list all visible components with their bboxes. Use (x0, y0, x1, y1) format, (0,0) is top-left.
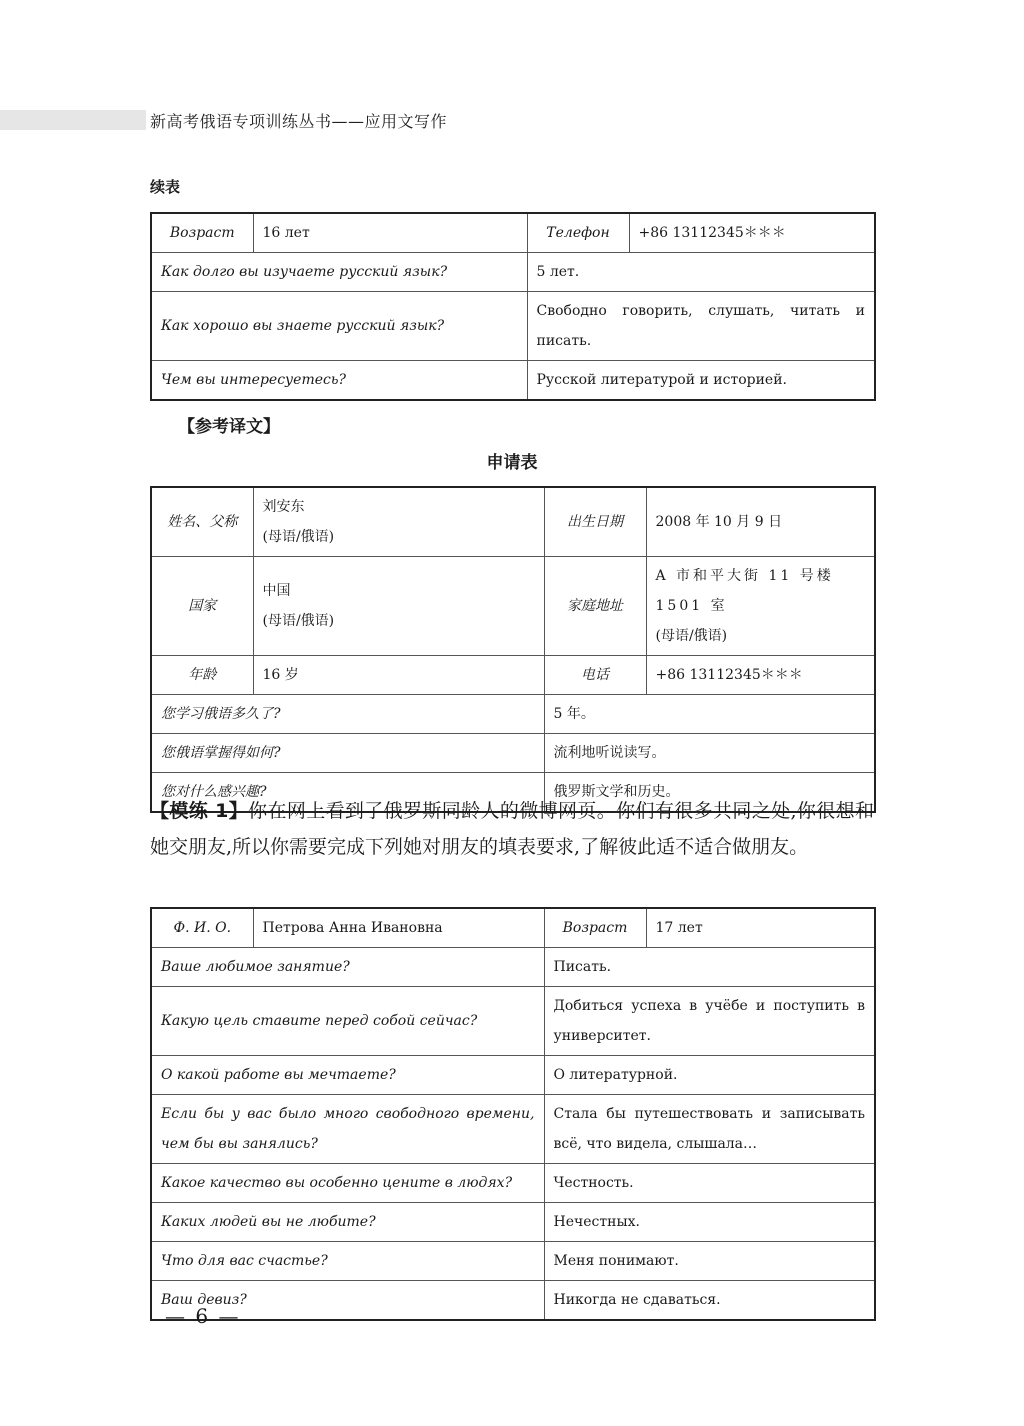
answer-cell: 5 年。 (544, 695, 875, 734)
fio-value: Петрова Анна Ивановна (253, 908, 544, 948)
address-text: A 市和平大街 11 号楼 1501 室 (655, 568, 834, 614)
page-number: — 6 — (165, 1304, 241, 1328)
table-row (151, 1164, 875, 1203)
answer-cell: Честность. (544, 1164, 875, 1203)
table-row (151, 1056, 875, 1095)
name-text: 刘安东 (262, 499, 305, 515)
question-cell: Чем вы интересуетесь? (151, 361, 527, 401)
table-row (151, 656, 875, 695)
country-value (253, 557, 544, 656)
question-cell: Как хорошо вы знаете русский язык? (151, 292, 527, 361)
answer-cell: Русской литературой и историей. (527, 361, 875, 401)
question-cell: Ваш девиз? (151, 1281, 544, 1321)
name-label: 姓名、父称 (151, 487, 253, 557)
question-cell: Какую цель ставите перед собой сейчас? (151, 987, 544, 1056)
answer-cell: Стала бы путешествовать и записывать всё, что видела, слышала… (544, 1095, 875, 1164)
table-row (151, 1281, 875, 1321)
age-value: 17 лет (646, 908, 875, 948)
table-row (151, 987, 875, 1056)
continuation-label: 续表 (150, 178, 181, 196)
address-label: 家庭地址 (544, 557, 646, 656)
language-note: (母语/俄语) (262, 529, 335, 545)
question-cell: 您学习俄语多久了? (151, 695, 544, 734)
age-label: Возраст (544, 908, 646, 948)
phone-label: Телефон (527, 213, 629, 253)
table-row (151, 1095, 875, 1164)
question-cell: Что для вас счастье? (151, 1242, 544, 1281)
exercise-text: 你在网上看到了俄罗斯同龄人的微博网页。你们有很多共同之处,你很想和她交朋友,所以你需要完成下列她对朋友的填表要求,了解彼此适不适合做朋友。 (150, 800, 875, 858)
continued-form-table (150, 212, 876, 401)
table-row (151, 253, 875, 292)
table-row (151, 1242, 875, 1281)
answer-cell: Свободно говорить, слушать, читать и писать. (527, 292, 875, 361)
table-row (151, 557, 875, 656)
exercise-form-table (150, 907, 876, 1321)
table-row (151, 213, 875, 253)
answer-cell: О литературной. (544, 1056, 875, 1095)
running-header: 新高考俄语专项训练丛书——应用文写作 (150, 112, 448, 131)
table-row (151, 361, 875, 401)
fio-label: Ф. И. О. (151, 908, 253, 948)
answer-cell: Писать. (544, 948, 875, 987)
answer-cell: Меня понимают. (544, 1242, 875, 1281)
answer-cell: 5 лет. (527, 253, 875, 292)
answer-cell: Нечестных. (544, 1203, 875, 1242)
country-label: 国家 (151, 557, 253, 656)
answer-cell: 俄罗斯文学和历史。 (544, 773, 875, 813)
table-row (151, 487, 875, 557)
answer-cell: Добиться успеха в учёбе и поступить в университет. (544, 987, 875, 1056)
table-row (151, 695, 875, 734)
name-value (253, 487, 544, 557)
table-row (151, 292, 875, 361)
table-row (151, 1203, 875, 1242)
question-cell: Ваше любимое занятие? (151, 948, 544, 987)
table-row (151, 908, 875, 948)
reference-translation-heading: 【参考译文】 (178, 417, 280, 437)
age-value: 16 лет (253, 213, 527, 253)
answer-cell: Никогда не сдаваться. (544, 1281, 875, 1321)
translation-form-table (150, 486, 876, 813)
age-label: Возраст (151, 213, 253, 253)
language-note: (母语/俄语) (262, 613, 335, 629)
age-label: 年龄 (151, 656, 253, 695)
country-text: 中国 (262, 583, 291, 599)
exercise-tag: 【模练 1】 (150, 800, 249, 822)
header-band (0, 110, 146, 130)
question-cell: Какое качество вы особенно цените в людях? (151, 1164, 544, 1203)
table-row (151, 948, 875, 987)
question-cell: 您俄语掌握得如何? (151, 734, 544, 773)
answer-cell: 流利地听说读写。 (544, 734, 875, 773)
question-cell: 您对什么感兴趣? (151, 773, 544, 813)
address-value (646, 557, 875, 656)
dob-label: 出生日期 (544, 487, 646, 557)
question-cell: Каких людей вы не любите? (151, 1203, 544, 1242)
application-form-title: 申请表 (486, 453, 538, 473)
phone-value: +86 13112345＊＊＊ (629, 213, 875, 253)
language-note: (母语/俄语) (655, 628, 728, 644)
phone-value: +86 13112345＊＊＊ (646, 656, 875, 695)
phone-label: 电话 (544, 656, 646, 695)
question-cell: О какой работе вы мечтаете? (151, 1056, 544, 1095)
age-value: 16 岁 (253, 656, 544, 695)
exercise-paragraph (150, 793, 874, 865)
table-row (151, 734, 875, 773)
question-cell: Как долго вы изучаете русский язык? (151, 253, 527, 292)
dob-value: 2008 年 10 月 9 日 (646, 487, 875, 557)
question-cell: Если бы у вас было много свободного времени, чем бы вы занялись? (151, 1095, 544, 1164)
